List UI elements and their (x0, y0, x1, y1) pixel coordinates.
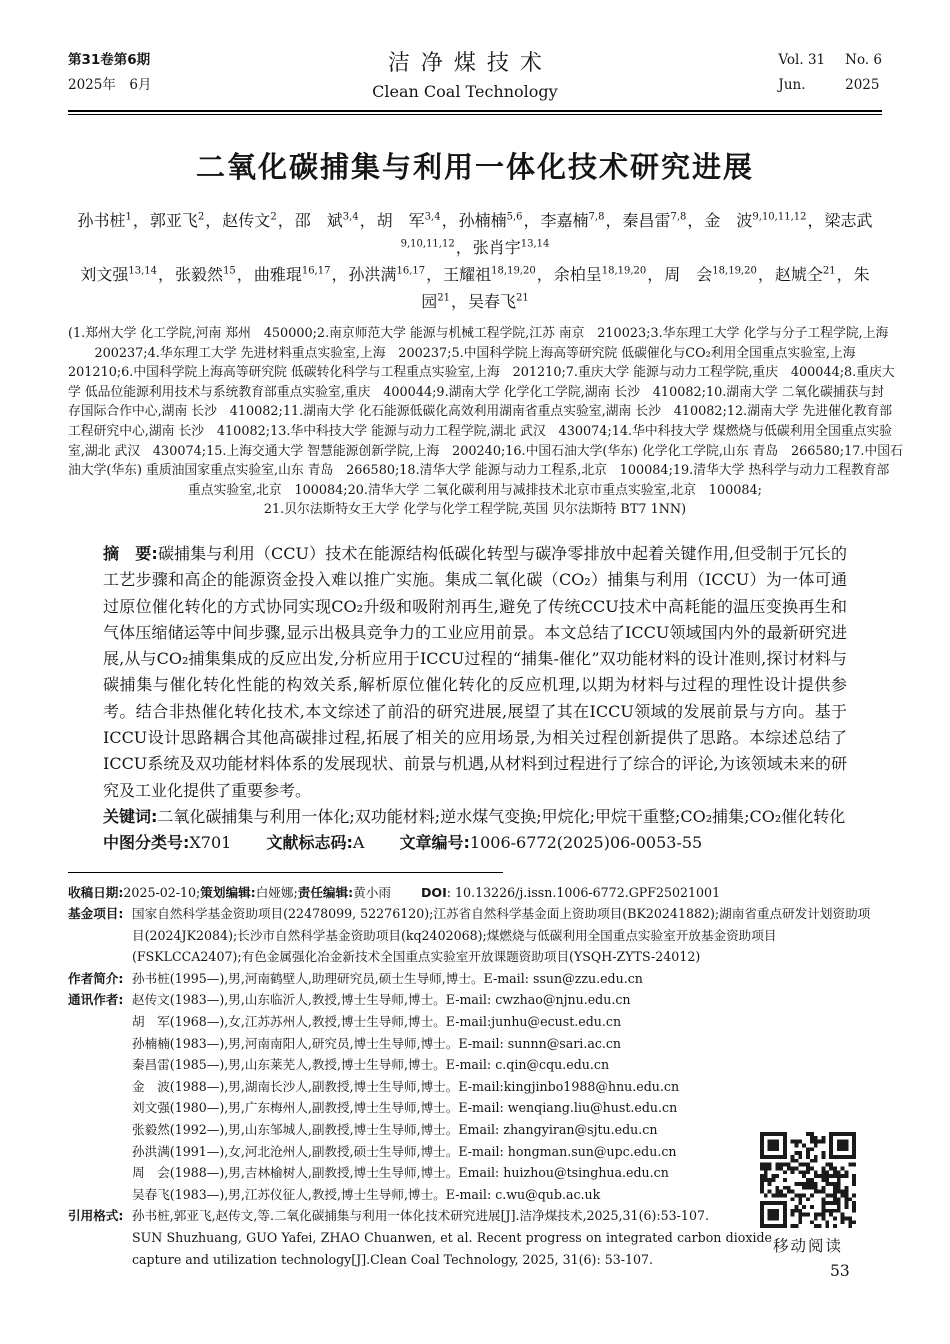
citation-cn: 孙书桩,郭亚飞,赵传文,等.二氧化碳捕集与利用一体化技术研究进展[J].洁净煤技术,2025,31(6):53-107. (132, 1208, 709, 1224)
affiliations (68, 324, 903, 520)
journal-title-en: Clean Coal Technology (372, 82, 558, 101)
author-name: 王耀祖$^{18,19,20}$ (443, 265, 536, 284)
vol-en: Vol. 31 (778, 52, 826, 68)
keywords-label: 关键词: (103, 806, 158, 826)
authors-line-1: 孙书桩$^1$，郭亚飞$^2$，赵传文$^2$，邵 斌$^{3,4}$，胡 军$^{3,4}$，孙楠楠$^{5,6}$，李嘉楠$^{7,8}$，秦昌雷$^{7,8}$，金 波$^{9,10,11,12}$，梁志武$^{9,10,11,12}$，张肖宇$^{13,14}$ (77, 211, 873, 257)
author-name: 郭亚飞$^2$ (149, 211, 205, 230)
responsible-editor-value: 黄小雨 (353, 884, 391, 900)
journal-header (68, 48, 882, 101)
list-item: 孙洪满(1991—),女,河北沧州人,副教授,硕士生导师,博士。E-mail: hongman.sun@upc.edu.cn (132, 1143, 677, 1159)
author-name: 孙洪满$^{16,17}$ (348, 265, 426, 284)
article-no-label: 文章编号: (399, 833, 470, 853)
keywords-text: 二氧化碳捕集与利用一体化;双功能材料;逆水煤气变换;甲烷化;甲烷干重整;CO₂捕集;CO₂催化转化 (157, 806, 846, 826)
doi-value: : 10.13226/j.issn.1006-6772.GPF25021001 (446, 884, 721, 900)
list-item: 21.贝尔法斯特女王大学 化学与化学工程学院,英国 贝尔法斯特 BT7 1NN) (263, 502, 687, 518)
journal-title-block (372, 46, 558, 101)
author-name: 张肖宇$^{13,14}$ (472, 238, 550, 257)
responsible-editor-label: 责任编辑: (297, 884, 354, 900)
author-name: 梁志武$^{9,10,11,12}$ (400, 211, 873, 250)
author-bio-line (68, 968, 882, 990)
list-item: 200237;4.华东理工大学 先进材料重点实验室,上海 200237;5.中国科学院上海高等研究院 低碳催化与CO₂利用全国重点实验室,上海 (94, 345, 856, 361)
author-name: 李嘉楠$^{7,8}$ (540, 211, 605, 230)
citation-en: SUN Shuzhuang, GUO Yafei, ZHAO Chuanwen, et al. Recent progress on integrated carbon dioxide capture and utilization technology[J].Clean Coal Technology, 2025, 31(6): 53-107. (132, 1230, 772, 1267)
funding-label: 基金项目: (68, 906, 124, 922)
qr-code-icon (760, 1132, 856, 1228)
author-name: 周 会$^{18,19,20}$ (664, 265, 757, 284)
page-title: 二氧化碳捕集与利用一体化技术研究进展 (195, 150, 754, 184)
abstract-text: 碳捕集与利用（CCU）技术在能源结构低碳化转型与碳净零排放中起着关键作用,但受制于冗长的工艺步骤和高企的能源资金投入难以推广实施。集成二氧化碳（CO₂）捕集与利用（ICCU）为一体可通过原位催化转化的方式协同实现CO₂升级和吸附剂再生,避免了传统CCU技术中高耗能的温压变换再生和气体压缩储运等中间步骤,显示出极具竞争力的工业应用前景。本文总结了ICCU领域国内外的最新研究进展,从与CO₂捕集集成的反应出发,分析应用于ICCU过程的“捕集-催化”双功能材料的设计准则,探讨材料与碳捕集与催化转化性能的构效关系,解析原位催化转化的反应机理,以期为材料与过程的理性设计提供参考。结合非热催化转化技术,本文综述了前沿的研究进展,展望了其在ICCU领域的发展前景与方向。基于ICCU设计思路耦合其他高碳排过程,拓展了相关的应用场景,为相关过程创新提供了思路。本综述总结了ICCU系统及双功能材料体系的发展现状、前景与机遇,从材料到过程进行了综合的评论,为该领域未来的研究及工业化提供了重要参考。 (103, 543, 847, 800)
author-name: 赵虓仝$^{21}$ (774, 265, 836, 284)
author-name: 赵传文$^2$ (222, 211, 277, 230)
author-bio-label: 作者简介: (68, 970, 124, 986)
clc-value: X701 (189, 833, 232, 853)
list-item: 孙楠楠(1983—),男,河南南阳人,研究员,博士生导师,博士。E-mail: sunnn@sari.ac.cn (132, 1035, 622, 1051)
doi-label: DOI (420, 884, 447, 900)
list-item: 重点实验室,北京 100084;20.清华大学 二氧化碳利用与减排技术北京市重点实验室,北京 100084; (188, 482, 762, 498)
author-name: 曲雅琨$^{16,17}$ (253, 265, 331, 284)
list-item: 赵传文(1983—),男,山东临沂人,教授,博士生导师,博士。E-mail: cwzhao@njnu.edu.cn (132, 992, 631, 1008)
author-name: 刘文强$^{13,14}$ (80, 265, 158, 284)
received-label: 收稿日期: (68, 884, 124, 900)
planning-editor-label: 策划编辑: (200, 884, 256, 900)
footnote-rule (68, 872, 503, 873)
authors-line-2: 刘文强$^{13,14}$，张毅然$^{15}$，曲雅琨$^{16,17}$，孙洪满$^{16,17}$，王耀祖$^{18,19,20}$，余柏呈$^{18,19,20}$，周 会$^{18,19,20}$，赵虓仝$^{21}$，朱 园$^{21}$，吴春飞$^{21}$ (80, 265, 886, 311)
funding-line (68, 903, 882, 968)
issue-cn: 第31卷第6期 (68, 52, 151, 68)
list-item: 201210;6.中国科学院上海高等研究院 低碳转化科学与工程重点实验室,上海 201210;7.重庆大学 能源与动力工程学院,重庆 400044;8.重庆大 (68, 365, 895, 381)
header-double-rule (68, 110, 882, 115)
received-line (68, 882, 882, 904)
doc-code-value: A (352, 833, 365, 853)
author-name: 胡 军$^{3,4}$ (376, 211, 441, 230)
list-item: 胡 军(1968—),女,江苏苏州人,教授,博士生导师,博士。E-mail:junhu@ecust.edu.cn (132, 1014, 622, 1030)
abstract-paragraph (103, 541, 847, 804)
corresponding-label: 通讯作者: (68, 992, 124, 1008)
funding-text: 国家自然科学基金资助项目(22478099, 52276120);江苏省自然科学基金面上资助项目(BK20241882);湖南省重点研发计划资助项目(2024JK2084);长沙市自然科学基金资助项目(kq2402068);煤燃烧与低碳利用全国重点实验室开放基金资助项目(FSKLCCA2407);有色金属强化冶金新技术全国重点实验室开放课题资助项目(YSQH-ZYTS-24012) (132, 906, 871, 965)
clc-label: 中图分类号: (103, 833, 190, 853)
article-no-value: 1006-6772(2025)06-0053-55 (469, 833, 703, 853)
list-item: 张毅然(1992—),男,山东邹城人,副教授,博士生导师,博士。Email: zhangyiran@sjtu.edu.cn (132, 1122, 658, 1138)
author-name: 金 波$^{9,10,11,12}$ (704, 211, 807, 230)
list-item: 周 会(1988—),男,吉林榆树人,副教授,博士生导师,博士。Email: huizhou@tsinghua.edu.cn (132, 1165, 669, 1181)
author-name: 张毅然$^{15}$ (175, 265, 236, 284)
journal-title-cn: 洁净煤技术 (387, 51, 553, 76)
page-number: 53 (830, 1262, 850, 1280)
author-name: 朱 园$^{21}$ (421, 265, 886, 311)
author-bio-text: 孙书桩(1995—),男,河南鹤壁人,助理研究员,硕士生导师,博士。E-mail: ssun@zzu.edu.cn (132, 970, 643, 986)
list-item: 吴春飞(1983—),男,江苏仪征人,教授,博士生导师,博士。E-mail: c.wu@qub.ac.uk (132, 1186, 601, 1202)
author-name: 秦昌雷$^{7,8}$ (622, 211, 687, 230)
classification-line (103, 830, 847, 856)
list-item: 刘文强(1980—),男,广东梅州人,副教授,博士生导师,博士。E-mail: wenqiang.liu@hust.edu.cn (132, 1100, 678, 1116)
citation-label: 引用格式: (68, 1208, 124, 1224)
no-en: No. 6 (845, 52, 882, 68)
date-cn: 2025年 6月 (68, 77, 152, 93)
month-en: Jun. (778, 77, 806, 93)
list-item: 存国际合作中心,湖南 长沙 410082;11.湖南大学 化石能源低碳化高效利用湖南省重点实验室,湖南 长沙 410082;12.湖南大学 先进催化教育部 (68, 404, 893, 420)
planning-editor-value: 白娅娜; (255, 884, 298, 900)
author-name: 吴春飞$^{21}$ (468, 292, 529, 311)
header-volume-block (778, 48, 882, 98)
list-item: 室,湖北 武汉 430074;15.上海交通大学 智慧能源创新学院,上海 200240;16.中国石油大学(华东) 化学化工学院,山东 青岛 266580;17.中国石 (68, 443, 903, 459)
mobile-reading-block (759, 1132, 857, 1256)
header-issue-block (68, 48, 151, 98)
abstract-block (103, 541, 847, 857)
author-name: 孙书桩$^1$ (77, 211, 132, 230)
doc-code-label: 文献标志码: (266, 833, 353, 853)
list-item: 秦昌雷(1985—),男,山东莱芜人,教授,博士生导师,博士。E-mail: c.qin@cqu.edu.cn (132, 1057, 610, 1073)
author-name: 余柏呈$^{18,19,20}$ (553, 265, 647, 284)
list-item: 学 低品位能源利用技术与系统教育部重点实验室,重庆 400044;9.湖南大学 化学化工学院,湖南 长沙 410082;10.湖南大学 二氧化碳捕获与封 (68, 384, 884, 400)
list-item: 金 波(1988—),男,湖南长沙人,副教授,博士生导师,博士。E-mail:kingjinbo1988@hnu.edu.cn (132, 1078, 680, 1094)
year-en: 2025 (845, 77, 880, 93)
author-name: 邵 斌$^{3,4}$ (294, 211, 359, 230)
list-item: 工程研究中心,湖南 长沙 410082;13.华中科技大学 能源与动力工程学院,湖北 武汉 430074;14.华中科技大学 煤燃烧与低碳利用全国重点实验 (68, 423, 893, 439)
author-name: 孙楠楠$^{5,6}$ (458, 211, 523, 230)
qr-label: 移动阅读 (772, 1237, 843, 1255)
abstract-label: 摘 要: (103, 543, 158, 563)
keywords-paragraph (103, 804, 847, 830)
list-item: (1.郑州大学 化工学院,河南 郑州 450000;2.南京师范大学 能源与机械工程学院,江苏 南京 210023;3.华东理工大学 化学与分子工程学院,上海 (68, 326, 889, 341)
received-value: 2025-02-10; (123, 884, 201, 900)
list-item: 油大学(华东) 重质油国家重点实验室,山东 青岛 266580;18.清华大学 能源与动力工程系,北京 100084;19.清华大学 热科学与动力工程教育部 (68, 463, 890, 479)
